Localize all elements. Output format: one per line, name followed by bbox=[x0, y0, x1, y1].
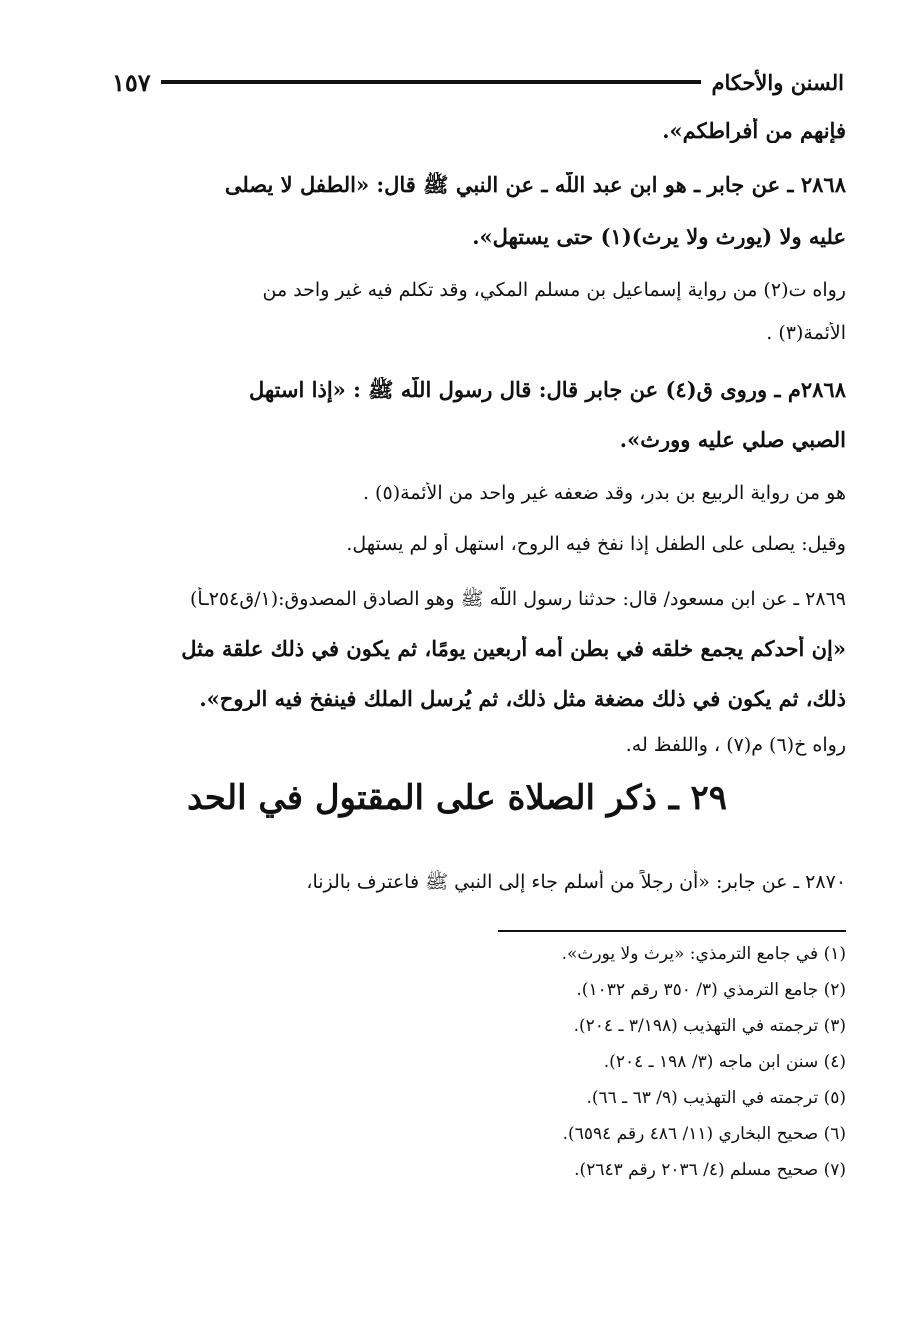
hadith-2868-line-1: ٢٨٦٨ ـ عن جابر ـ هو ابن عبد اللَّه ـ عن النبي ﷺ قال: «الطفل لا يصلى bbox=[224, 172, 846, 197]
hadith-2868m-line-1: ٢٨٦٨م ـ وروى ق(٤) عن جابر قال: قال رسول اللَّه ﷺ : «إذا استهل bbox=[248, 377, 846, 402]
footnote-4: (٤) سنن ابن ماجه (٣/ ١٩٨ ـ ٢٠٤). bbox=[603, 1052, 846, 1072]
narration-line-1: رواه ت(٢) من رواية إسماعيل بن مسلم المكي، وقد تكلم فيه غير واحد من bbox=[262, 279, 846, 301]
footnote-1: (١) في جامع الترمذي: «يرث ولا يورث». bbox=[561, 944, 846, 964]
opinion-line: وقيل: يصلى على الطفل إذا نفخ فيه الروح، استهل أو لم يستهل. bbox=[346, 533, 846, 555]
hadith-2869-line-1: ٢٨٦٩ ـ عن ابن مسعود/ قال: حدثنا رسول اللَّه ﷺ وهو الصادق المصدوق:(١/ق٢٥٤ـأ) bbox=[189, 588, 846, 610]
narration-line-2: الأئمة(٣) . bbox=[766, 322, 846, 344]
text-line-1: فإنهم من أفراطكم». bbox=[662, 118, 846, 143]
footnote-3: (٣) ترجمته في التهذيب (٣/١٩٨ ـ ٢٠٤). bbox=[573, 1016, 846, 1036]
footnote-6: (٦) صحيح البخاري (١١/ ٤٨٦ رقم ٦٥٩٤). bbox=[562, 1124, 846, 1144]
page-number: ١٥٧ bbox=[112, 67, 151, 97]
header-rule bbox=[161, 80, 702, 84]
footnote-7: (٧) صحيح مسلم (٤/ ٢٠٣٦ رقم ٢٦٤٣). bbox=[574, 1160, 846, 1180]
hadith-2868-line-2: عليه ولا (يورث ولا يرث)(١) حتى يستهل». bbox=[472, 224, 846, 249]
hadith-2869-line-3: ذلك، ثم يكون في ذلك مضغة مثل ذلك، ثم يُرسل الملك فينفخ فيه الروح». bbox=[199, 686, 846, 711]
hadith-2869-line-2: «إن أحدكم يجمع خلقه في بطن أمه أربعين يومًا، ثم يكون في ذلك علقة مثل bbox=[181, 636, 846, 661]
section-heading: ٢٩ ـ ذكر الصلاة على المقتول في الحد bbox=[186, 778, 728, 818]
hadith-2868m-line-2: الصبي صلي عليه وورث». bbox=[619, 427, 846, 452]
grading-line: هو من رواية الربيع بن بدرٍ، وقد ضعفه غير واحد من الأئمة(٥) . bbox=[362, 482, 846, 504]
footnote-2: (٢) جامع الترمذي (٣/ ٣٥٠ رقم ١٠٣٢). bbox=[576, 980, 846, 1000]
hadith-2870-line-1: ٢٨٧٠ ـ عن جابر: «أن رجلاً من أسلم جاء إلى النبي ﷺ فاعترف بالزنا، bbox=[306, 871, 846, 893]
footnote-separator bbox=[498, 930, 846, 932]
chapter-running-title: السنن والأحكام bbox=[711, 69, 844, 95]
footnote-5: (٥) ترجمته في التهذيب (٩/ ٦٣ ـ ٦٦). bbox=[586, 1088, 846, 1108]
running-header bbox=[112, 62, 844, 102]
narration-2869: رواه خ(٦) م(٧) ، واللفظ له. bbox=[625, 734, 846, 756]
